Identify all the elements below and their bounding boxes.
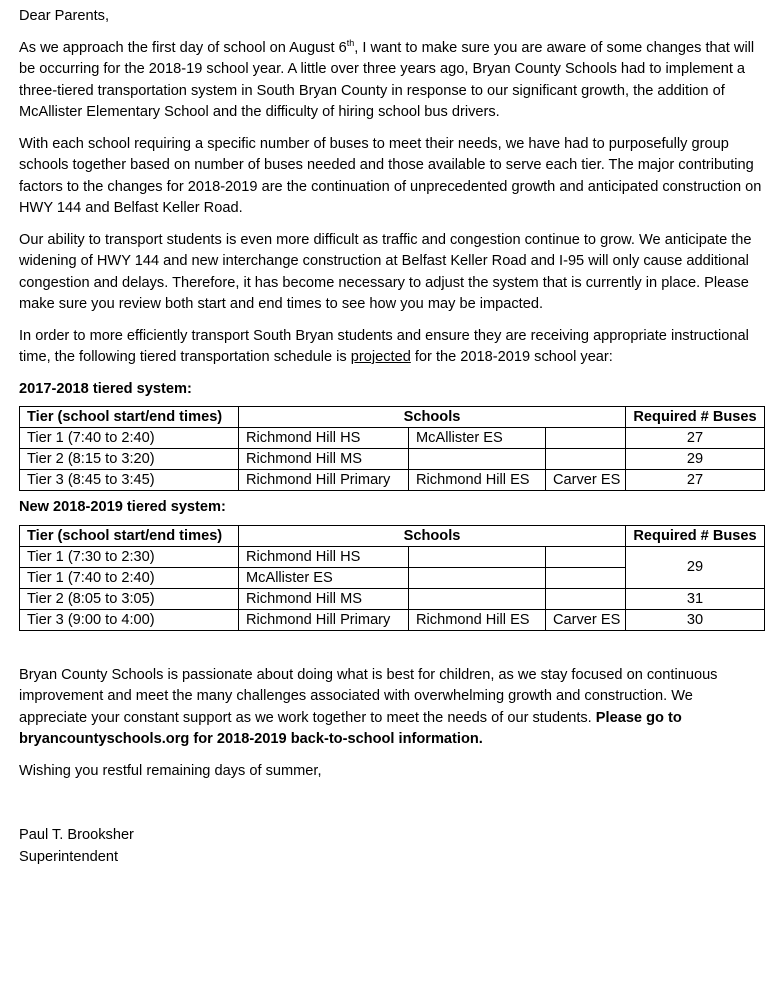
buses-cell: 31 <box>626 588 765 609</box>
school-cell: Richmond Hill Primary <box>239 609 409 630</box>
school-cell: Carver ES <box>546 470 626 491</box>
letter-page <box>19 6 764 868</box>
school-cell <box>409 567 546 588</box>
table-2017-tiers <box>19 406 765 491</box>
header-tier: Tier (school start/end times) <box>20 407 239 428</box>
school-cell: Richmond Hill Primary <box>239 470 409 491</box>
table-header-row <box>20 525 765 546</box>
table-row <box>20 609 765 630</box>
buses-cell: 27 <box>626 470 765 491</box>
school-cell: Richmond Hill MS <box>239 449 409 470</box>
school-cell <box>546 428 626 449</box>
table-row <box>20 449 765 470</box>
tier-cell: Tier 1 (7:40 to 2:40) <box>20 567 239 588</box>
paragraph-bus-grouping: With each school requiring a specific number of buses to meet their needs, we have had to purposefully group schools together based on number of buses needed and those available to serve each tier. The major contributing factors to the changes for 2018-2019 are the continuation of unprecedented growth and anticipated construction on HWY 144 and Belfast Keller Road. <box>19 135 762 216</box>
header-schools: Schools <box>239 407 626 428</box>
school-cell: Richmond Hill HS <box>239 428 409 449</box>
commitment-text: Bryan County Schools is passionate about doing what is best for children, as we stay focused on continuous improvement and meet the many challenges associated with overwhelming growth and construction. We appreciate your constant support as we work together to meet the needs of our students. <box>19 666 718 726</box>
tier-cell: Tier 2 (8:05 to 3:05) <box>20 588 239 609</box>
paragraph-schedule-intro <box>19 326 764 369</box>
school-cell <box>409 546 546 567</box>
paragraph-intro-rest: , I want to make sure you are aware of some changes that will be occurring for the 2018-19 school year. A little over three years ago, Bryan County Schools had to implement a three-tiered transportation system in South Bryan County in response to our significant growth, the addition of McAllister Elementary School and the difficulty of hiring school bus drivers. <box>19 39 755 120</box>
table-row <box>20 428 765 449</box>
paragraph-commitment <box>19 665 764 751</box>
school-cell: Richmond Hill ES <box>409 609 546 630</box>
buses-cell: 29 <box>626 449 765 470</box>
tier-cell: Tier 3 (9:00 to 4:00) <box>20 609 239 630</box>
paragraph-intro-start: As we approach the first day of school on August 6 <box>19 39 347 56</box>
tier-cell: Tier 1 (7:30 to 2:30) <box>20 546 239 567</box>
school-cell <box>546 588 626 609</box>
header-buses: Required # Buses <box>626 525 765 546</box>
school-cell: Carver ES <box>546 609 626 630</box>
signer-title: Superintendent <box>19 849 118 865</box>
table-2017-heading: 2017-2018 tiered system: <box>19 380 192 397</box>
school-cell: McAllister ES <box>239 567 409 588</box>
tier-cell: Tier 3 (8:45 to 3:45) <box>20 470 239 491</box>
school-cell: Richmond Hill ES <box>409 470 546 491</box>
tier-cell: Tier 1 (7:40 to 2:40) <box>20 428 239 449</box>
table-row <box>20 470 765 491</box>
school-cell <box>546 449 626 470</box>
buses-cell: 30 <box>626 609 765 630</box>
buses-cell: 27 <box>626 428 765 449</box>
paragraph-intro <box>19 38 764 124</box>
signer-name: Paul T. Brooksher <box>19 827 134 843</box>
school-cell <box>409 449 546 470</box>
schedule-intro-end: for the 2018-2019 school year: <box>410 349 613 365</box>
projected-word: projected <box>350 349 411 365</box>
table-header-row <box>20 407 765 428</box>
school-cell <box>409 588 546 609</box>
school-cell <box>546 567 626 588</box>
closing-line: Wishing you restful remaining days of summer, <box>19 762 322 779</box>
date-ordinal-suffix: th <box>346 37 355 48</box>
header-tier: Tier (school start/end times) <box>20 525 239 546</box>
school-cell: Richmond Hill HS <box>239 546 409 567</box>
schedule-intro-start: In order to more efficiently transport South Bryan students and ensure they are receiving appropriate instructional time, the following tiered transportation schedule is <box>19 327 749 365</box>
table-row <box>20 546 765 567</box>
header-buses: Required # Buses <box>626 407 765 428</box>
paragraph-traffic: Our ability to transport students is even more difficult as traffic and congestion continue to grow. We anticipate the widening of HWY 144 and new interchange construction at Belfast Keller Road and I-95 will only cause additional congestion and delays. Therefore, it has become necessary to adjust the system that is currently in place. Please make sure you review both start and end times to see how you may be impacted. <box>19 231 752 312</box>
buses-cell-merged: 29 <box>626 546 765 588</box>
school-cell: Richmond Hill MS <box>239 588 409 609</box>
table-row <box>20 588 765 609</box>
school-cell <box>546 546 626 567</box>
greeting: Dear Parents, <box>19 8 110 24</box>
tier-cell: Tier 2 (8:15 to 3:20) <box>20 449 239 470</box>
header-schools: Schools <box>239 525 626 546</box>
website-callout: Please go to bryancountyschools.org for 2018-2019 back-to-school information. <box>19 709 682 747</box>
table-2018-heading: New 2018-2019 tiered system: <box>19 499 226 515</box>
table-2018-tiers <box>19 525 765 631</box>
school-cell: McAllister ES <box>409 428 546 449</box>
